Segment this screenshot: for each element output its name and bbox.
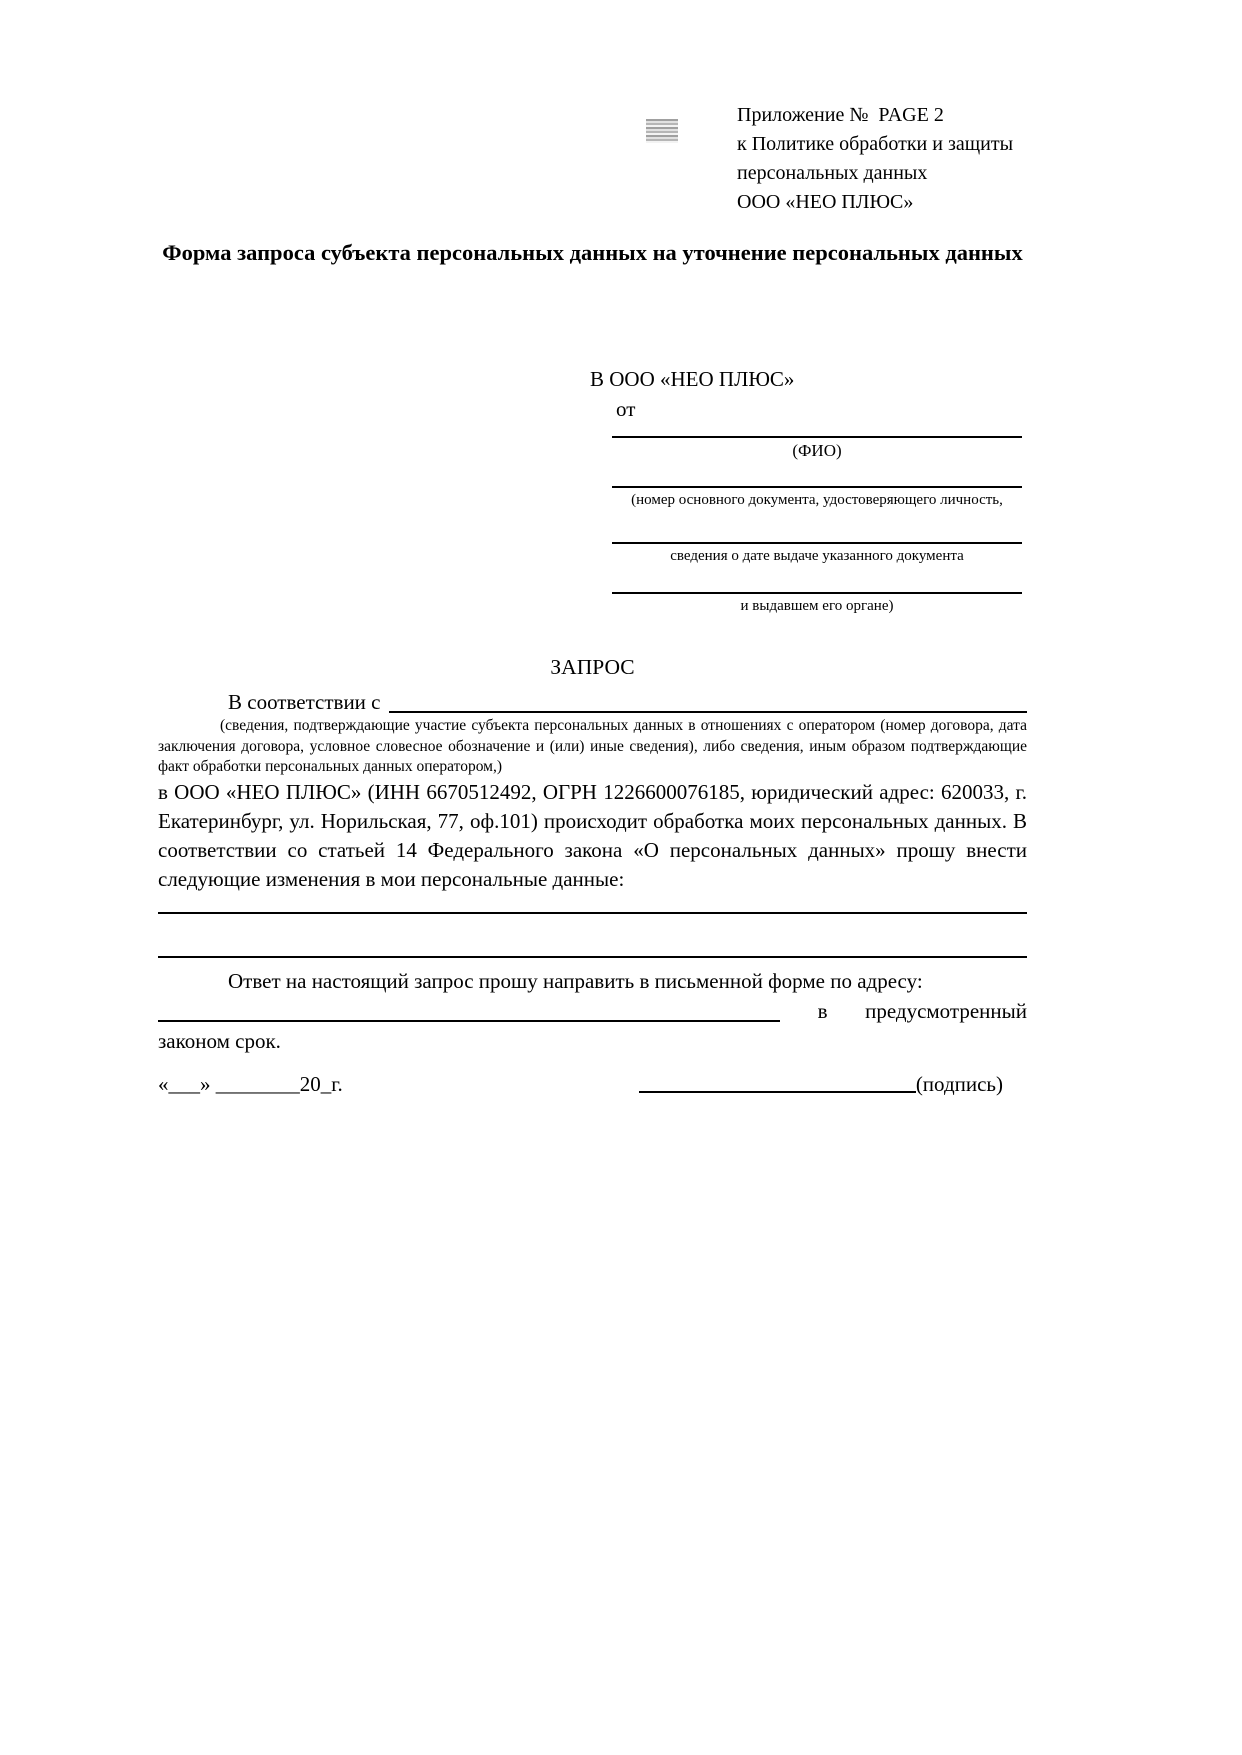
body-paragraph: в ООО «НЕО ПЛЮС» (ИНН 6670512492, ОГРН 1226600076185, юридический адрес: 620033, г. Екатеринбург, ул. Норильская, 77, оф.101) происходит обработка моих персональных данных. В соответствии со статьей 14 Федерального закона «О персональных данных» прошу внести следующие изменения в мои персональные данные: — [158, 780, 1027, 891]
signature-caption: (подпись) — [915, 1072, 1003, 1096]
reply-line3: законом срок. — [158, 1029, 281, 1053]
issue-date-field — [612, 542, 1022, 565]
addressee-from-label: от — [616, 397, 636, 421]
document-number-caption: (номер основного документа, удостоверяющего личность, — [631, 492, 1003, 508]
issue-date-caption: сведения о дате выдаче указанного документа — [670, 548, 964, 564]
header-line-company: ООО «НЕО ПЛЮС» — [737, 191, 914, 213]
fio-caption: (ФИО) — [792, 441, 842, 460]
basis-blank-line — [389, 711, 1028, 713]
addressee-block — [590, 366, 1022, 615]
field-code-artifact-icon — [646, 119, 678, 143]
addressee-to: В ООО «НЕО ПЛЮС» — [590, 367, 795, 391]
signature-blank-line — [639, 1091, 916, 1093]
changes-blank-line-2 — [158, 956, 1027, 958]
reply-word-term: предусмотренный — [865, 999, 1027, 1023]
reply-word-in: в — [817, 999, 828, 1023]
issuing-authority-field — [612, 592, 1022, 615]
page-title: Форма запроса субъекта персональных данных на уточнение персональных данных — [162, 240, 1023, 265]
reply-line1: Ответ на настоящий запрос прошу направить в письменной форме по адресу: — [228, 969, 923, 993]
fio-field — [612, 436, 1022, 459]
date-line: «___» ________20_г. — [158, 1072, 343, 1096]
header-line-appendix: Приложение № PAGE 2 — [737, 104, 944, 126]
signature-row — [158, 1070, 1027, 1098]
reply-block — [158, 966, 1027, 1056]
document-number-field — [612, 486, 1022, 509]
changes-blank-line-1 — [158, 912, 1027, 914]
header-line-policy: к Политике обработки и защиты — [737, 133, 1014, 155]
address-blank-line — [158, 1020, 780, 1022]
header-note — [737, 101, 1013, 217]
request-heading: ЗАПРОС — [550, 655, 635, 679]
reply-line2 — [158, 996, 1027, 1026]
basis-lead-text: В соответствии с — [228, 690, 381, 714]
issuing-authority-caption: и выдавшем его органе) — [740, 598, 894, 614]
header-line-personal-data: персональных данных — [737, 162, 928, 184]
basis-line — [158, 689, 1027, 716]
signature-field — [639, 1070, 1003, 1098]
basis-fine-print: (сведения, подтверждающие участие субъекта персональных данных в отношениях с оператором (номер договора, дата заключения договора, условное словесное обозначение и (или) иные сведения), либо сведения, иным образом подтверждающие факт обработки персональных данных оператором,) — [158, 717, 1027, 775]
